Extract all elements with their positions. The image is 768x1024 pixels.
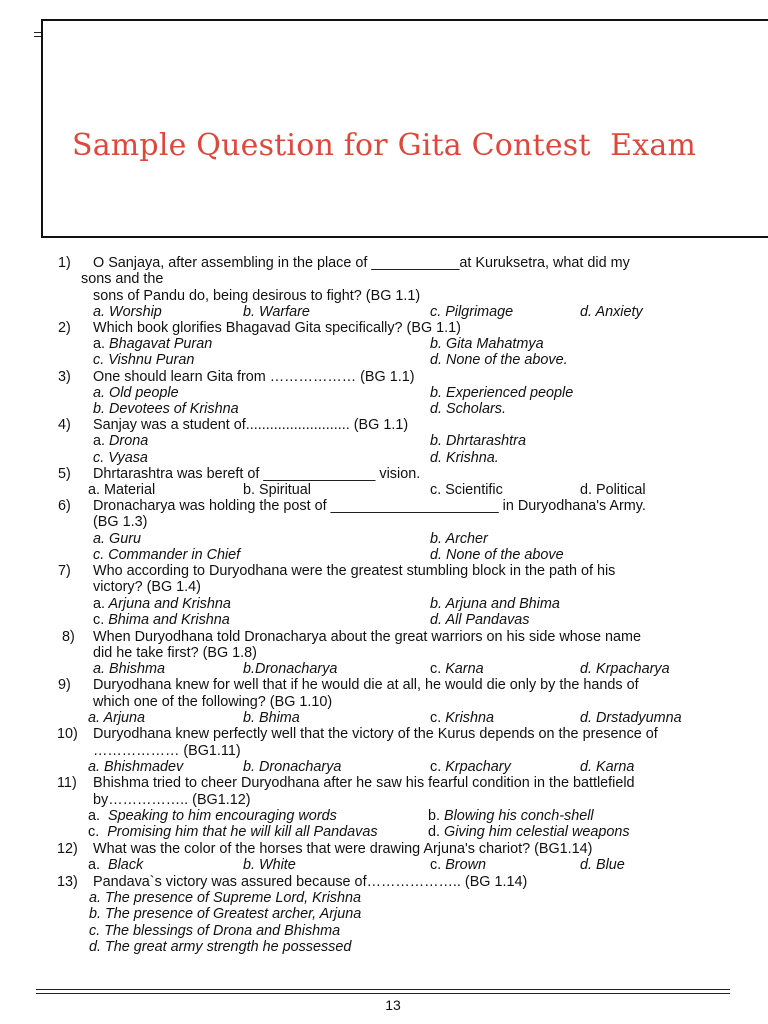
question-text: by…………….. (BG1.12) [93,792,251,808]
option-d: d. Blue [580,857,625,873]
question-11-continued [0,792,768,808]
option-letter: c. [430,661,442,677]
question-10 [0,726,768,742]
question-3-options-row1 [0,385,768,401]
question-1-continued [0,271,768,287]
option-letter: a. [88,857,101,873]
option-d: d. The great army strength he possessed [89,939,352,955]
option-a: a. The presence of Supreme Lord, Krishna [89,890,361,906]
option-c: c. Vyasa [93,450,148,466]
option-c [430,710,494,726]
option-text: Arjuna and Krishna [108,596,231,612]
option-a [93,336,212,352]
option-a: a. Bhishmadev [88,759,184,775]
option-text: Bhagavat Puran [109,336,213,352]
option-d: d. Krpacharya [580,661,670,677]
option-letter: a. [88,808,101,824]
question-7 [0,563,768,579]
option-d: d. Scholars. [430,401,506,417]
option-d: d. Karna [580,759,635,775]
question-5-options [0,482,768,498]
option-text: Karna [445,661,484,677]
question-6 [0,498,768,514]
option-b: b. Bhima [243,710,300,726]
question-text: O Sanjaya, after assembling in the place of ___________at Kuruksetra, what did my [93,255,630,271]
option-text: Black [108,857,144,873]
option-a: a. Bhishma [93,661,165,677]
page-title: Sample Question for Gita Contest Exam [71,128,697,163]
option-b: b. The presence of Greatest archer, Arjuna [89,906,362,922]
question-6-options-row2 [0,547,768,563]
question-number: 5) [58,466,71,482]
option-d: d. Anxiety [580,304,643,320]
question-number: 11) [57,775,77,791]
option-a: a. Guru [93,531,141,547]
question-2-options-row1 [0,336,768,352]
option-c [93,612,230,628]
question-12 [0,841,768,857]
option-d: d. All Pandavas [430,612,530,628]
question-text: which one of the following? (BG 1.10) [93,694,333,710]
option-text: Drona [109,433,149,449]
option-text: Brown [445,857,486,873]
option-b [428,808,594,824]
question-text: Who according to Duryodhana were the greatest stumbling block in the path of his [93,563,616,579]
question-12-options [0,857,768,873]
option-b: b. Experienced people [430,385,574,401]
question-text: sons of Pandu do, being desirous to fight? (BG 1.1) [93,288,421,304]
question-text: (BG 1.3) [93,514,148,530]
question-4-options-row1 [0,433,768,449]
option-letter: a. [93,596,106,612]
question-text: Which book glorifies Bhagavad Gita specifically? (BG 1.1) [93,320,461,336]
option-c [88,824,378,840]
question-8-continued [0,645,768,661]
option-text: Blowing his conch-shell [444,808,594,824]
question-9-options [0,710,768,726]
question-number: 8) [62,629,75,645]
question-text: Pandava`s victory was assured because of……………….. (BG 1.14) [93,874,528,890]
question-number: 10) [57,726,78,742]
option-c [430,661,484,677]
question-number: 7) [58,563,71,579]
question-13-option-a [0,890,768,906]
option-text: Bhima and Krishna [108,612,230,628]
option-letter: c. [430,710,442,726]
question-text: Dhrtarashtra was bereft of ______________ vision. [93,466,421,482]
question-number: 9) [58,677,71,693]
question-13-option-b [0,906,768,922]
question-number: 6) [58,498,71,514]
option-text: Krishna [445,710,494,726]
question-number: 13) [57,874,78,890]
option-letter: a. [93,433,106,449]
option-d: d. Political [580,482,646,498]
question-6-continued [0,514,768,530]
option-letter: d. [428,824,441,840]
option-text: Speaking to him encouraging words [108,808,337,824]
option-letter: c. [88,824,100,840]
option-c: c. Vishnu Puran [93,352,195,368]
option-c: c. Scientific [430,482,503,498]
option-a: a. Material [88,482,156,498]
question-text: ……………… (BG1.11) [93,743,241,759]
option-d [428,824,630,840]
footer-divider [36,989,730,990]
question-number: 12) [57,841,78,857]
option-b: b. Dhrtarashtra [430,433,526,449]
question-7-continued [0,579,768,595]
question-text: sons and the [81,271,164,287]
question-1-continued [0,288,768,304]
option-text: Promising him that he will kill all Pandavas [107,824,378,840]
option-d: d. None of the above. [430,352,568,368]
option-b: b.Dronacharya [243,661,338,677]
option-letter: c. [93,612,105,628]
question-11-options-row2 [0,824,768,840]
question-9 [0,677,768,693]
question-text: did he take first? (BG 1.8) [93,645,257,661]
question-text: Dronacharya was holding the post of _____________________ in Duryodhana's Army. [93,498,646,514]
question-text: Bhishma tried to cheer Duryodhana after he saw his fearful condition in the battlefield [93,775,635,791]
option-c: c. Commander in Chief [93,547,241,563]
option-letter: a. [93,336,106,352]
question-number: 1) [58,255,71,271]
question-11-options-row1 [0,808,768,824]
question-13-option-d [0,939,768,955]
question-1 [0,255,768,271]
option-c [430,857,486,873]
question-number: 4) [58,417,71,433]
question-number: 2) [58,320,71,336]
question-7-options-row2 [0,612,768,628]
option-letter: c. [430,857,442,873]
option-c [430,759,511,775]
question-4-options-row2 [0,450,768,466]
option-b: b. Dronacharya [243,759,342,775]
question-text: What was the color of the horses that were drawing Arjuna's chariot? (BG1.14) [93,841,593,857]
option-text: Krpachary [445,759,511,775]
footer-divider [36,993,730,994]
option-a: a. Old people [93,385,179,401]
question-2-options-row2 [0,352,768,368]
question-10-options [0,759,768,775]
question-7-options-row1 [0,596,768,612]
question-13 [0,874,768,890]
option-b: b. Spiritual [243,482,311,498]
question-10-continued [0,743,768,759]
option-a [93,433,148,449]
question-text: When Duryodhana told Dronacharya about the great warriors on his side whose name [93,629,641,645]
question-5 [0,466,768,482]
option-b: b. Gita Mahatmya [430,336,544,352]
option-b: b. White [243,857,296,873]
option-c: c. The blessings of Drona and Bhishma [89,923,341,939]
question-8-options [0,661,768,677]
option-c: b. Devotees of Krishna [93,401,239,417]
question-13-option-c [0,923,768,939]
option-letter: b. [428,808,441,824]
option-a [88,808,337,824]
question-3-options-row2 [0,401,768,417]
option-d: d. None of the above [430,547,564,563]
question-text: Sanjay was a student of.......................... (BG 1.1) [93,417,409,433]
question-8 [0,629,768,645]
option-letter: c. [430,759,442,775]
question-text: Duryodhana knew for well that if he would die at all, he would die only by the hands of [93,677,639,693]
question-text: Duryodhana knew perfectly well that the victory of the Kurus depends on the presence of [93,726,658,742]
option-a [93,596,231,612]
question-4 [0,417,768,433]
question-3 [0,369,768,385]
question-11 [0,775,768,791]
option-d: d. Krishna. [430,450,499,466]
question-number: 3) [58,369,71,385]
option-a: a. Worship [93,304,162,320]
option-a [88,857,143,873]
option-b: b. Archer [430,531,488,547]
question-text: One should learn Gita from ……………… (BG 1.1) [93,369,415,385]
option-text: Giving him celestial weapons [444,824,630,840]
option-b: b. Arjuna and Bhima [430,596,560,612]
option-c: c. Pilgrimage [430,304,514,320]
option-b: b. Warfare [243,304,310,320]
question-9-continued [0,694,768,710]
option-d: d. Drstadyumna [580,710,682,726]
question-text: victory? (BG 1.4) [93,579,201,595]
question-1-options [0,304,768,320]
page-number: 13 [385,997,401,1013]
question-2 [0,320,768,336]
option-a: a. Arjuna [88,710,146,726]
question-6-options-row1 [0,531,768,547]
